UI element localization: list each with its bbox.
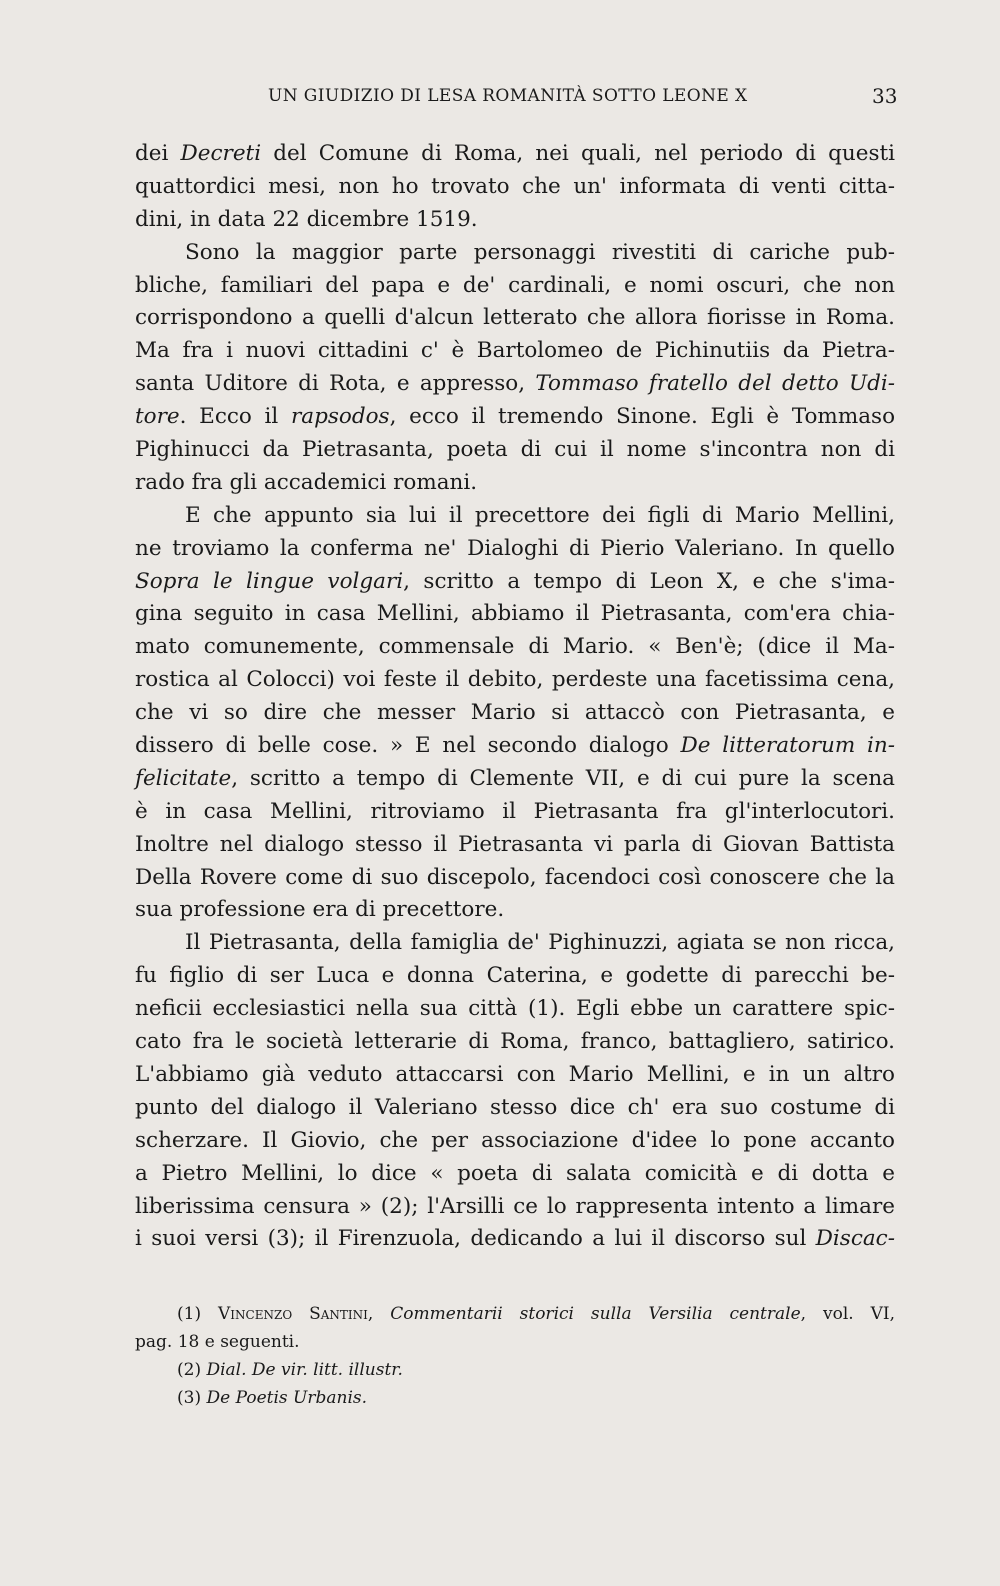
body-line — [135, 664, 895, 697]
body-line — [135, 204, 895, 237]
footnote-line — [135, 1300, 895, 1328]
running-title: UN GIUDIZIO DI LESA ROMANITÀ SOTTO LEONE X — [268, 86, 748, 106]
body-line — [135, 960, 895, 993]
body-line — [135, 1191, 895, 1224]
text-segment: Sono la maggior parte personaggi rivestiti di cariche pub- — [185, 239, 895, 265]
body-line — [135, 171, 895, 204]
body-line — [135, 335, 895, 368]
body-line — [135, 1092, 895, 1125]
italic-text: felicitate — [135, 765, 232, 791]
body-line — [135, 1125, 895, 1158]
body-line — [135, 894, 895, 927]
footnote-line — [135, 1328, 895, 1356]
body-line — [135, 237, 895, 270]
text-segment: punto del dialogo il Valeriano stesso dice ch' era suo costume di — [135, 1094, 895, 1120]
text-segment: rostica al Colocci) voi feste il debito, perdeste una facetissima cena, — [135, 667, 895, 693]
body-line — [135, 763, 895, 796]
small-caps-text: Vincenzo Santini — [218, 1304, 368, 1324]
body-line — [135, 500, 895, 533]
footnotes — [135, 1300, 895, 1412]
text-segment: (2) — [177, 1360, 207, 1380]
text-segment: E che appunto sia lui il precettore dei figli di Mario Mellini, — [185, 502, 895, 528]
body-line — [135, 1026, 895, 1059]
text-segment: neficii ecclesiastici nella sua città (1). Egli ebbe un carattere spic- — [135, 996, 895, 1022]
body-line — [135, 434, 895, 467]
text-segment: (1) — [177, 1304, 219, 1324]
text-segment: rado fra gli accademici romani. — [135, 469, 478, 495]
text-segment: a Pietro Mellini, lo dice « poeta di salata comicità e di dotta e — [135, 1160, 895, 1186]
text-segment: gina seguito in casa Mellini, abbiamo il Pietrasanta, com'era chia- — [135, 601, 895, 627]
body-line — [135, 138, 895, 171]
text-segment: Pighinucci da Pietrasanta, poeta di cui il nome s'incontra non di — [135, 437, 895, 463]
text-segment: scherzare. Il Giovio, che per associazione d'idee lo pone accanto — [135, 1127, 895, 1153]
body-line — [135, 566, 895, 599]
body-line — [135, 927, 895, 960]
italic-text: De litteratorum in- — [680, 733, 895, 759]
body-line — [135, 368, 895, 401]
text-segment: sua professione era di precettore. — [135, 897, 505, 923]
italic-text: Discac- — [815, 1226, 895, 1252]
page-number: 33 — [872, 84, 898, 108]
text-segment: Della Rovere come di suo discepolo, facendoci così conoscere che la — [135, 864, 895, 890]
text-segment: dei — [135, 141, 181, 166]
text-segment: ne troviamo la conferma ne' Dialoghi di Pierio Valeriano. In quello — [135, 535, 895, 561]
text-segment: , scritto a tempo di Leon X, e che s'ima- — [403, 568, 895, 594]
italic-text: Decreti — [180, 141, 262, 166]
text-segment: dissero di belle cose. » E nel secondo dialogo — [135, 733, 681, 759]
body-line — [135, 730, 895, 763]
text-segment: , ecco il tremendo Sinone. Egli è Tommaso — [389, 404, 896, 430]
text-segment: Il Pietrasanta, della famiglia de' Pighinuzzi, agiata se non ricca, — [185, 930, 895, 956]
text-segment: quattordici mesi, non ho trovato che un' informata di venti citta- — [135, 173, 895, 199]
body-line — [135, 302, 895, 335]
text-segment: L'abbiamo già veduto attaccarsi con Mario Mellini, e in un altro — [135, 1061, 895, 1087]
body-line — [135, 796, 895, 829]
text-segment: pag. 18 e seguenti. — [135, 1332, 300, 1352]
text-segment: liberissima censura » (2); l'Arsilli ce lo rappresenta intento a limare — [135, 1193, 895, 1219]
text-segment: , scritto a tempo di Clemente VII, e di cui pure la scena — [231, 765, 895, 791]
text-segment: Ma fra i nuovi cittadini c' è Bartolomeo de Pichinutiis da Pietra- — [135, 338, 895, 364]
body-line — [135, 401, 895, 434]
footnote-line — [135, 1384, 895, 1412]
text-segment: fu figlio di ser Luca e donna Caterina, e godette di parecchi be- — [135, 963, 895, 989]
text-segment: i suoi versi (3); il Firenzuola, dedicando a lui il discorso sul — [135, 1226, 816, 1252]
body-line — [135, 598, 895, 631]
italic-text: Dial. De vir. litt. illustr. — [206, 1360, 403, 1380]
text-segment: mato comunemente, commensale di Mario. « Ben'è; (dice il Ma- — [135, 634, 895, 660]
italic-text: Sopra le lingue volgari — [135, 568, 404, 594]
text-segment: santa Uditore di Rota, e appresso, — [135, 371, 536, 397]
italic-text: Commentarii storici sulla Versilia centrale — [390, 1304, 801, 1324]
text-segment: corrispondono a quelli d'alcun letterato che allora fiorisse in Roma. — [135, 305, 895, 331]
body-line — [135, 993, 895, 1026]
body-line — [135, 862, 895, 895]
body-line — [135, 1223, 895, 1256]
body-line — [135, 631, 895, 664]
text-segment: , — [367, 1304, 391, 1324]
footnote-line — [135, 1356, 895, 1384]
text-segment: dini, in data 22 dicembre 1519. — [135, 206, 478, 232]
text-segment: del Comune di Roma, nei quali, nel periodo di questi — [261, 141, 895, 166]
body-line — [135, 270, 895, 303]
text-segment: , vol. VI, — [800, 1304, 896, 1324]
italic-text: Tommaso fratello del detto Udi- — [535, 371, 896, 397]
body-line — [135, 467, 895, 500]
body-line — [135, 1059, 895, 1092]
text-segment: che vi so dire che messer Mario si attaccò con Pietrasanta, e — [135, 700, 895, 726]
body-line — [135, 1158, 895, 1191]
body-line — [135, 533, 895, 566]
text-segment: . Ecco il — [179, 404, 291, 430]
text-segment: Inoltre nel dialogo stesso il Pietrasanta vi parla di Giovan Battista — [135, 831, 895, 857]
body-line — [135, 829, 895, 862]
text-segment: è in casa Mellini, ritroviamo il Pietrasanta fra gl'interlocutori. — [135, 798, 895, 824]
text-segment: (3) — [177, 1388, 207, 1408]
text-segment: bliche, familiari del papa e de' cardinali, e nomi oscuri, che non — [135, 272, 895, 298]
italic-text: rapsodos — [291, 404, 390, 430]
italic-text: De Poetis Urbanis. — [206, 1388, 368, 1408]
body-line — [135, 697, 895, 730]
body-text — [135, 138, 895, 1256]
italic-text: tore — [135, 404, 180, 430]
text-segment: cato fra le società letterarie di Roma, franco, battagliero, satirico. — [135, 1029, 895, 1055]
